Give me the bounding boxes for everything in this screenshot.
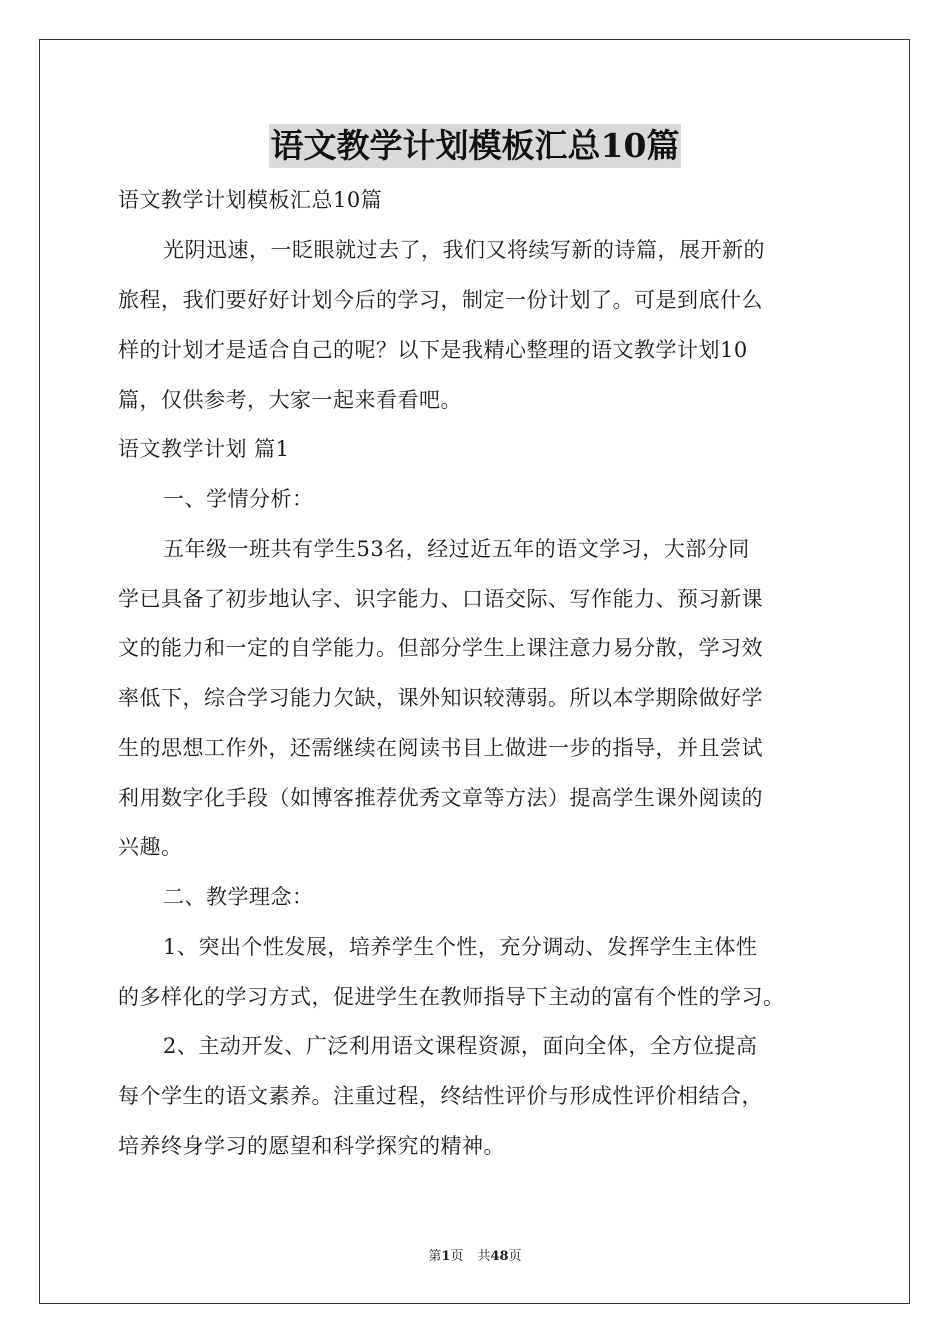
title-wrap <box>0 124 950 168</box>
paragraph-line: 的多样化的学习方式，促进学生在教师指导下主动的富有个性的学习。 <box>118 985 785 1009</box>
page-prefix: 第 <box>428 1249 442 1264</box>
paragraph-line: 每个学生的语文素养。注重过程，终结性评价与形成性评价相结合， <box>118 1084 763 1108</box>
page-footer <box>0 1248 950 1266</box>
page-suffix: 页 <box>450 1249 464 1264</box>
paragraph-line: 利用数字化手段（如博客推荐优秀文章等方法）提高学生课外阅读的 <box>118 786 763 810</box>
document-subtitle: 语文教学计划模板汇总10篇 <box>118 188 383 212</box>
subsection-heading: 一、学情分析： <box>163 487 314 511</box>
total-pages: 48 <box>490 1249 509 1264</box>
paragraph-line: 1、突出个性发展，培养学生个性，充分调动、发挥学生主体性 <box>163 935 758 959</box>
paragraph-line: 五年级一班共有学生53名，经过近五年的语文学习，大部分同 <box>163 537 750 561</box>
paragraph-line: 旅程，我们要好好计划今后的学习，制定一份计划了。可是到底什么 <box>118 288 763 312</box>
page-border <box>39 39 910 1304</box>
paragraph-line: 样的计划才是适合自己的呢？以下是我精心整理的语文教学计划10 <box>118 338 748 362</box>
paragraph-line: 培养终身学习的愿望和科学探究的精神。 <box>118 1134 505 1158</box>
paragraph-line: 生的思想工作外，还需继续在阅读书目上做进一步的指导，并且尝试 <box>118 736 763 760</box>
paragraph-line: 光阴迅速，一眨眼就过去了，我们又将续写新的诗篇，展开新的 <box>163 238 765 262</box>
document-title: 语文教学计划模板汇总10篇 <box>269 124 682 168</box>
paragraph-line: 2、主动开发、广泛利用语文课程资源，面向全体，全方位提高 <box>163 1034 758 1058</box>
page-number: 1 <box>441 1249 451 1264</box>
section-heading: 语文教学计划 篇1 <box>118 437 290 461</box>
subsection-heading: 二、教学理念： <box>163 885 314 909</box>
paragraph-line: 文的能力和一定的自学能力。但部分学生上课注意力易分散，学习效 <box>118 636 763 660</box>
total-suffix: 页 <box>508 1249 522 1264</box>
total-prefix: 共 <box>477 1249 491 1264</box>
paragraph-line: 率低下，综合学习能力欠缺，课外知识较薄弱。所以本学期除做好学 <box>118 686 763 710</box>
paragraph-line: 兴趣。 <box>118 835 183 859</box>
paragraph-line: 学已具备了初步地认字、识字能力、口语交际、写作能力、预习新课 <box>118 587 763 611</box>
paragraph-line: 篇，仅供参考，大家一起来看看吧。 <box>118 388 462 412</box>
